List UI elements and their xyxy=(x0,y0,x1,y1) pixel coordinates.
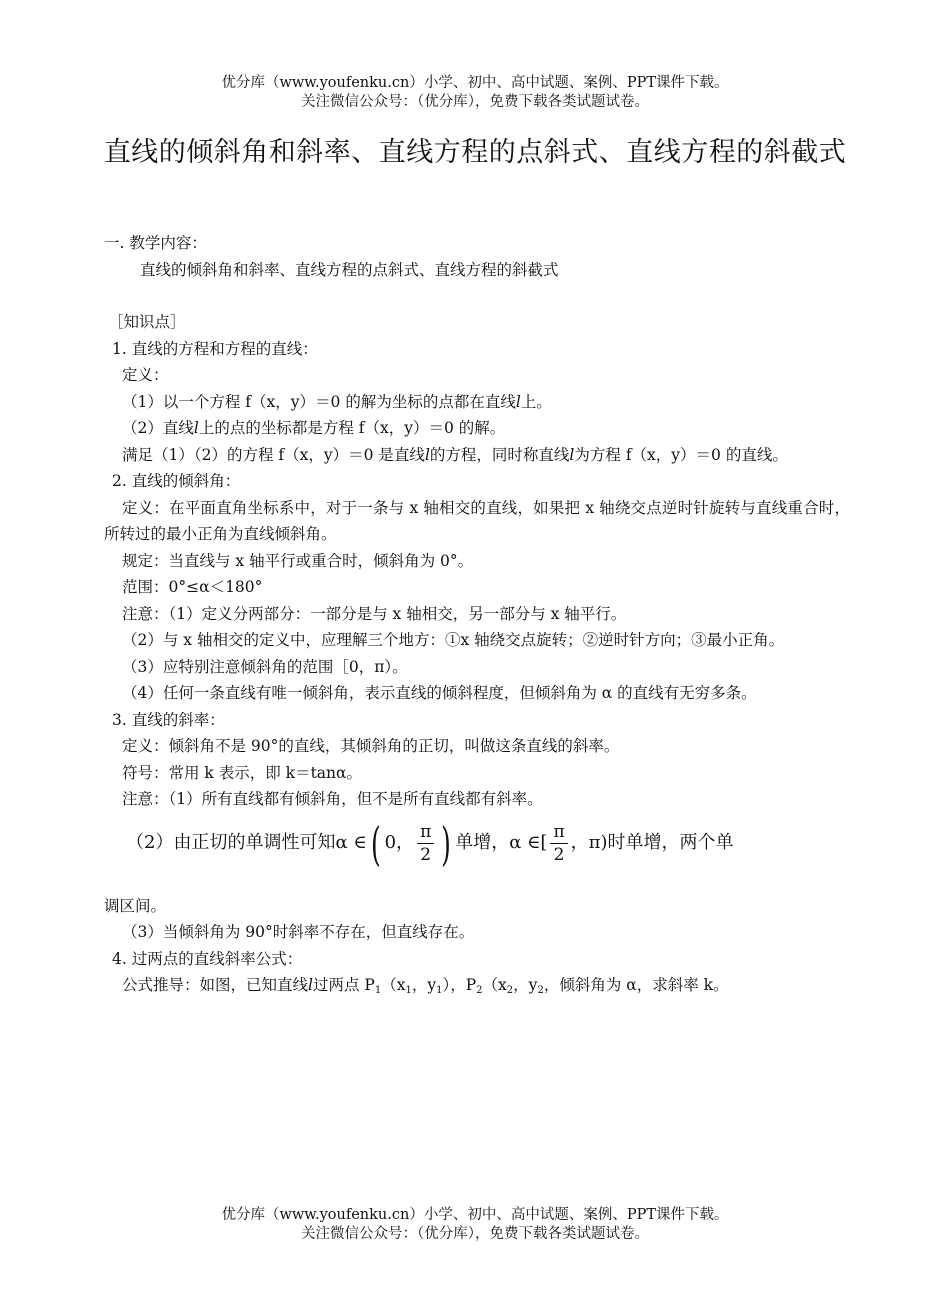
point-1-item-1: （1）以一个方程 f（x，y）＝0 的解为坐标的点都在直线l上。 xyxy=(122,392,552,411)
page-footer xyxy=(0,1206,950,1244)
teaching-content-text: 直线的倾斜角和斜率、直线方程的点斜式、直线方程的斜截式 xyxy=(140,260,559,279)
fraction-pi-over-2: $\frac{\pi}{2}$ xyxy=(417,821,434,866)
point-2-note-3: （3）应特别注意倾斜角的范围［0，π）。 xyxy=(122,657,408,676)
knowledge-points-label: ［知识点］ xyxy=(108,313,186,331)
section-heading-teaching-content: 一. 教学内容： xyxy=(104,234,207,252)
point-2-note-1: 注意：（1）定义分两部分：一部分是与 x 轴相交，另一部分与 x 轴平行。 xyxy=(122,604,627,623)
header-line-2: 关注微信公众号：（优分库），免费下载各类试题试卷。 xyxy=(301,94,649,110)
point-1-heading: 1. 直线的方程和方程的直线： xyxy=(112,339,318,358)
point-4-derivation: 公式推导：如图，已知直线l过两点 $P_1(x_1$，$y_1$），$P_2(x_2$，$y_2$，倾斜角为 α，求斜率 k。 xyxy=(122,976,729,996)
point-2-rule: 规定：当直线与 x 轴平行或重合时，倾斜角为 0°。 xyxy=(122,551,474,570)
header-line-1: 优分库（www.youfenku.cn）小学、初中、高中试题、案例、PPT课件下载。 xyxy=(221,75,729,91)
footer-line-1: 优分库（www.youfenku.cn）小学、初中、高中试题、案例、PPT课件下载。 xyxy=(221,1207,729,1223)
point-4-heading: 4. 过两点的直线斜率公式： xyxy=(112,949,303,968)
left-paren: ( xyxy=(370,816,381,871)
point-2-heading: 2. 直线的倾斜角： xyxy=(112,472,241,490)
point-2-note-2: （2）与 x 轴相交的定义中，应理解三个地方：①x 轴绕交点旋转；②逆时针方向；③最小正角。 xyxy=(122,631,785,649)
point-3-symbol: 符号：常用 k 表示，即 k＝tanα。 xyxy=(122,763,362,782)
document-title: 直线的倾斜角和斜率、直线方程的点斜式、直线方程的斜截式 xyxy=(103,137,847,168)
point-3-definition: 定义：倾斜角不是 90°的直线，其倾斜角的正切，叫做这条直线的斜率。 xyxy=(122,737,620,755)
point-3-note-3: （3）当倾斜角为 90°时斜率不存在，但直线存在。 xyxy=(122,923,475,941)
fraction-pi-over-2-second: $\frac{\pi}{2}$ xyxy=(550,821,567,866)
formula-continuation: 调区间。 xyxy=(104,896,167,915)
point-1-summary: 满足（1）（2）的方程 f（x，y）＝0 是直线l的方程，同时称直线l为方程 f（x，y）＝0 的直线。 xyxy=(122,445,788,464)
page-header xyxy=(0,74,950,112)
point-1-item-2: （2）直线l上的点的坐标都是方程 f（x，y）＝0 的解。 xyxy=(122,419,506,437)
right-paren: ) xyxy=(441,816,452,871)
point-2-definition: 定义：在平面直角坐标系中，对于一条与 x 轴相交的直线，如果把 x 轴绕交点逆时针旋转与直线重合时，所转过的最小正角为直线倾斜角。 xyxy=(104,498,850,543)
point-3-note-1: 注意：（1）所有直线都有倾斜角，但不是所有直线都有斜率。 xyxy=(122,790,543,808)
point-2-note-4: （4）任何一条直线有唯一倾斜角，表示直线的倾斜程度，但倾斜角为 α 的直线有无穷多条。 xyxy=(122,684,757,702)
point-3-heading: 3. 直线的斜率： xyxy=(112,710,225,729)
monotonicity-formula: （2）由正切的单调性可知α ∈ ( 0， $\frac{\pi}{2}$ ) 单增，α ∈[ $\frac{\pi}{2}$ ，π)时单增，两个单 xyxy=(126,816,734,871)
point-2-range: 范围：0°≤α＜180° xyxy=(122,578,263,596)
footer-line-2: 关注微信公众号：（优分库），免费下载各类试题试卷。 xyxy=(301,1226,649,1242)
point-1-definition-label: 定义： xyxy=(122,366,169,384)
document-body xyxy=(104,230,850,1005)
